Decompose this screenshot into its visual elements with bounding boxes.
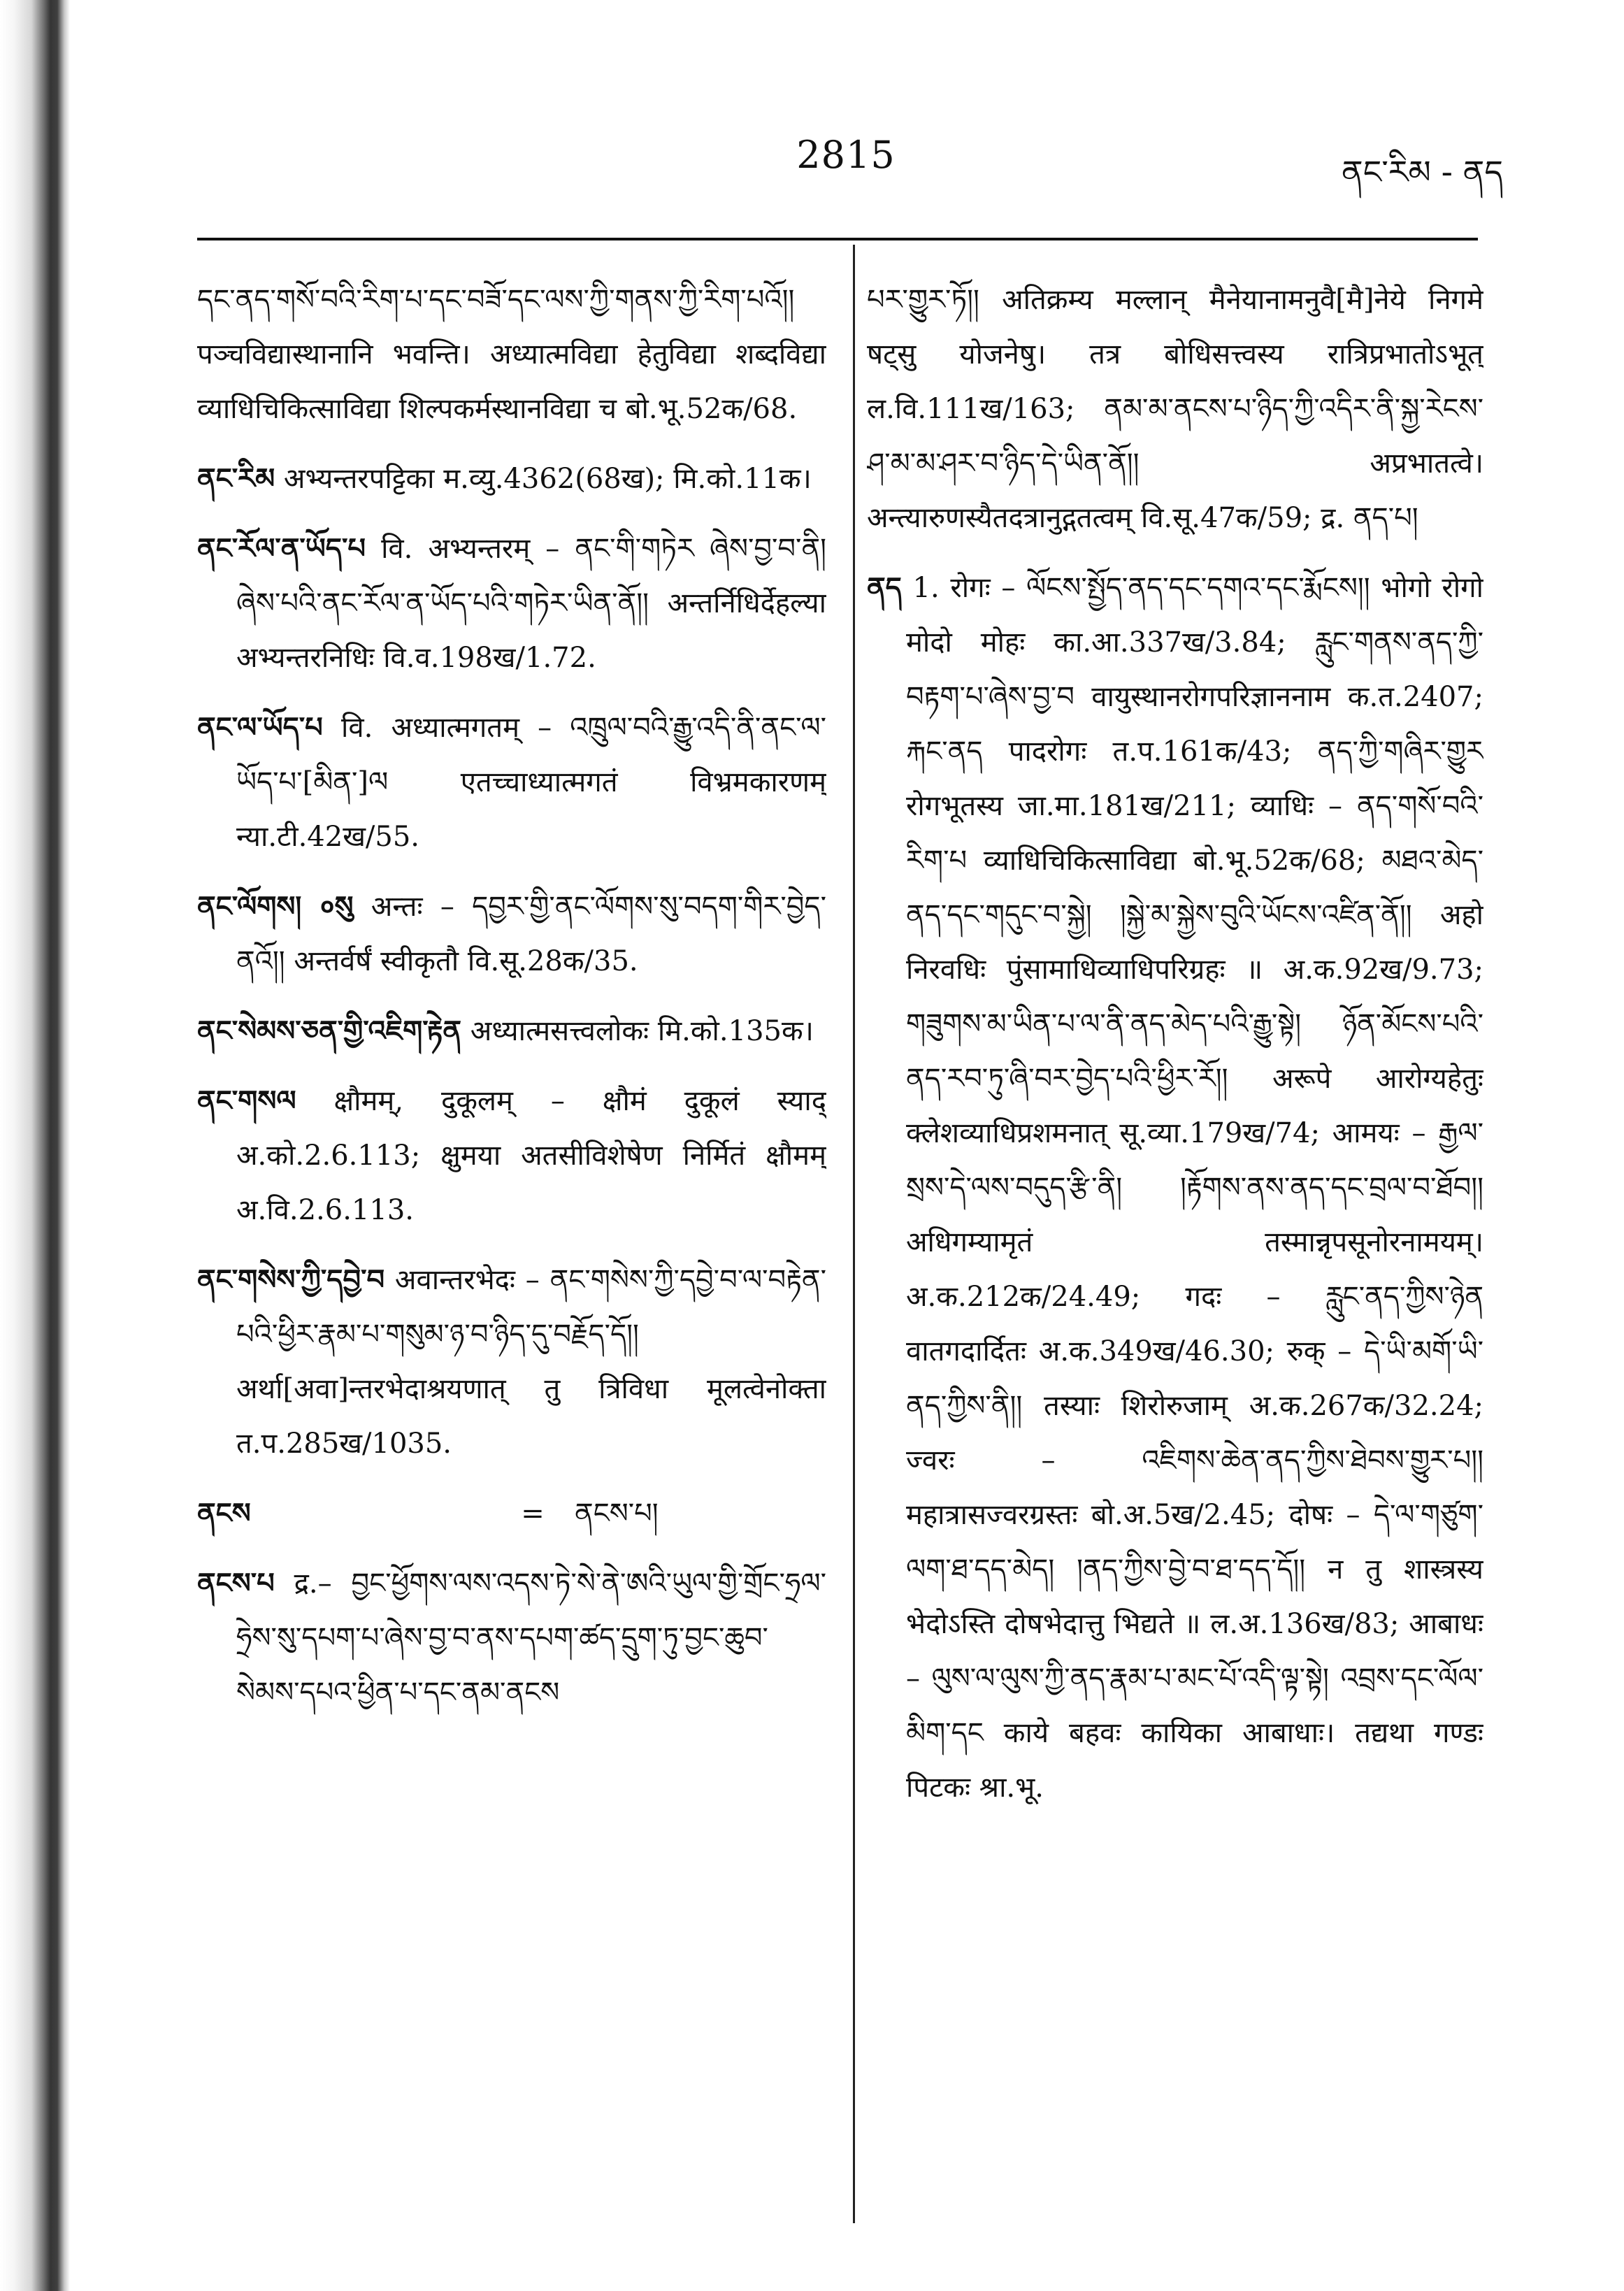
entry-headword: ནང་རིམ	[197, 463, 275, 495]
entry	[197, 701, 826, 864]
entry-text: अध्यात्मसत्त्वलोकः मि.को.135क।	[461, 1015, 814, 1047]
entry	[197, 452, 826, 506]
right-column	[867, 273, 1483, 2223]
entry-text: क्षौमम्, दुकूलम् – क्षौमं दुकूलं स्याद् अ.को.2.6.113; क्षुमया अतसीविशेषेण निर्मितं क्षौमम् अ.वि.2.6.113.	[236, 1085, 826, 1226]
cross-reference-entry	[197, 1486, 826, 1541]
entry-text: དང་ནད་གསོ་བའི་རིག་པ་དང་བཟོ་དང་ལས་ཀྱི་གནས་ཀྱི་རིག་པའོ།། पञ्चविद्यास्थानानि भवन्ति। अध्यात्मविद्या हेतुविद्या शब्दविद्या व्याधिचिकित्साविद्या शिल्पकर्मस्थानविद्या च बो.भू.52क/68.	[197, 284, 826, 425]
entry	[197, 879, 826, 989]
entry	[197, 1556, 826, 1720]
left-column	[197, 273, 826, 2223]
page-number: 2815	[796, 133, 896, 177]
entry-text: अन्तः – དབྱར་གྱི་ནང་ལོགས་སུ་བདག་གིར་བྱེད་ནའོ།། अन्तर्वर्षं स्वीकृतौ वि.सू.28क/35.	[236, 891, 826, 977]
entry-continuation	[197, 273, 826, 436]
entry-headword: ནང་གསེས་ཀྱི་དབྱེ་བ	[197, 1264, 385, 1296]
entry-headword: ནང་རོལ་ན་ཡོད་པ	[197, 533, 366, 565]
entry-continuation	[867, 273, 1483, 545]
entry-text: अवान्तरभेदः – ནང་གསེས་ཀྱི་དབྱེ་བ་ལ་བརྟེན་པའི་ཕྱིར་རྣམ་པ་གསུམ་ཉ་བ་ཉིད་དུ་བརྗོད་དོ།། अर्था[अवा]न्तरभेदाश्रयणात् तु त्रिविधा मूलत्वेनोक्ता त.प.285ख/1035.	[236, 1264, 826, 1460]
entry	[197, 522, 826, 685]
entry	[867, 561, 1483, 1815]
entry-text: वि. अध्यात्मगतम् – འཁྲུལ་བའི་རྒྱུ་འདི་ནི་ནང་ལ་ཡོད་པ་[མིན་]ལ एतच्चाध्यात्मगतं विभ्रमकारणम् न्या.टी.42ख/55.	[236, 712, 826, 853]
entry-text: པར་གྱུར་ཏོ།། अतिक्रम्य मल्लान् मैनेयानामनुवै[मै]नेये निगमे षट्सु योजनेषु। तत्र बोधिसत्त्वस्य रात्रिप्रभातोऽभूत् ल.वि.111ख/163; ནམ་མ་ནངས་པ་ཉིད་ཀྱི་འདིར་ནི་སྐྱ་རེངས་ཤ་མ་མ་ཤར་བ་ཉིད་དེ་ཡིན་ནོ།། अप्रभातत्वे। अन्त्यारुणस्यैतदत्रानुद्गतत्वम् वि.सू.47क/59; द्र. ནད་པ།	[867, 284, 1483, 534]
entry	[197, 1004, 826, 1058]
running-head: ནང་རིམ - ནད	[1342, 153, 1503, 191]
entry	[197, 1253, 826, 1471]
entry-headword: ནད	[867, 572, 902, 604]
entry-text: 1. रोगः – ལོངས་སྤྱོད་ནད་དང་དགའ་དང་རྨོངས།། भोगो रोगो मोदो मोहः का.आ.337ख/3.84; རླུང་གནས་ནད་ཀྱི་བརྟག་པ་ཞེས་བྱ་བ वायुस्थानरोगपरिज्ञाननाम क.त.2407; རྐང་ནད पादरोगः त.प.161क/43; ནད་ཀྱི་གཞིར་གྱུར रोगभूतस्य जा.मा.181ख/211; व्याधिः – ནད་གསོ་བའི་རིག་པ व्याधिचिकित्साविद्या बो.भू.52क/68; མཐའ་མེད་ནད་དང་གདུང་བ་སྐྱེ། །སྐྱེ་མ་སྐྱེས་བུའི་ཡོངས་འཛིན་ནོ།། अहो निरवधिः पुंसामाधिव्याधिपरिग्रहः ॥ अ.क.92ख/9.73; གཟུགས་མ་ཡིན་པ་ལ་ནི་ནད་མེད་པའི་རྒྱུ་སྟེ། ཉོན་མོངས་པའི་ནད་རབ་ཏུ་ཞི་བར་བྱེད་པའི་ཕྱིར་རོ།། अरूपे आरोग्यहेतुः क्लेशव्याधिप्रशमनात् सू.व्या.179ख/74; आमयः – རྒྱལ་སྲས་དེ་ལས་བདུད་རྩི་ནི། །རྟོགས་ནས་ནད་དང་བྲལ་བ་ཐོབ།། अधिगम्यामृतं तस्मान्नृपसूनोरनामयम्। अ.क.212क/24.49; गदः – རླུང་ནད་ཀྱིས་ཉེན वातगदार्दितः अ.क.349ख/46.30; रुक् – དེ་ཡི་མགོ་ཡི་ནད་ཀྱིས་ནི།། तस्याः शिरोरुजाम् अ.क.267क/32.24; ज्वरः – འཇིགས་ཆེན་ནད་ཀྱིས་ཐེབས་གྱུར་པ།། महात्रासज्वरग्रस्तः बो.अ.5ख/2.45; दोषः – དེ་ལ་གཙུག་ལག་ཐ་དད་མེད། །ནད་ཀྱིས་བྱེ་བ་ཐ་དད་དོ།། न तु शास्त्रस्य भेदोऽस्ति दोषभेदात्तु भिद्यते ॥ ल.अ.136ख/83; आबाधः – ལུས་ལ་ལུས་ཀྱི་ནད་རྣམ་པ་མང་པོ་འདི་ལྟ་སྟེ། འབྲས་དང་ལོལ་མིག་དང काये बहवः कायिका आबाधाः। तद्यथा गण्डः पिटकः श्रा.भू.	[901, 572, 1483, 1804]
entry-text: द्र.– བྱང་ཕྱོགས་ལས་འདས་ཏེ་སེ་ནེ་ཨའི་ཡུལ་གྱི་གྲོང་ཧྲལ་ཧྲེས་སུ་དཔག་པ་ཞེས་བྱ་བ་ནས་དཔག་ཚད་དྲུག་ཏུ་བྱང་ཆུབ་སེམས་དཔའ་ཕྱིན་པ་དང་ནམ་ནངས	[236, 1567, 826, 1709]
header-rule	[197, 238, 1478, 240]
book-spine-shadow	[0, 0, 70, 2291]
entry-headword: ནང་ལོགས། ०སུ	[197, 891, 354, 923]
entry	[197, 1074, 826, 1237]
entry-text: वि. अभ्यन्तरम् – ནང་གི་གཏེར ཞེས་བྱ་བ་ནི། ཞེས་པའི་ནང་རོལ་ན་ཡོད་པའི་གཏེར་ཡིན་ནོ།། अन्तर्निधिर्देहल्या अभ्यन्तरनिधिः वि.व.198ख/1.72.	[236, 533, 826, 674]
page-header	[189, 133, 1503, 196]
equals-sign: =	[521, 1498, 545, 1530]
entry-headword: ནངས་པ	[197, 1567, 275, 1600]
entry-text: अभ्यन्तरपट्टिका म.व्यु.4362(68ख); मि.को.11क।	[275, 463, 812, 495]
entry-headword: ནང་གསལ	[197, 1085, 296, 1117]
column-divider	[853, 245, 855, 2223]
entry-headword: ནངས	[197, 1498, 251, 1530]
entry-headword: ནང་སེམས་ཅན་གྱི་འཇིག་རྟེན	[197, 1015, 462, 1047]
cross-reference-target: ནངས་པ།	[575, 1498, 659, 1530]
entry-headword: ནང་ལ་ཡོད་པ	[197, 712, 323, 744]
